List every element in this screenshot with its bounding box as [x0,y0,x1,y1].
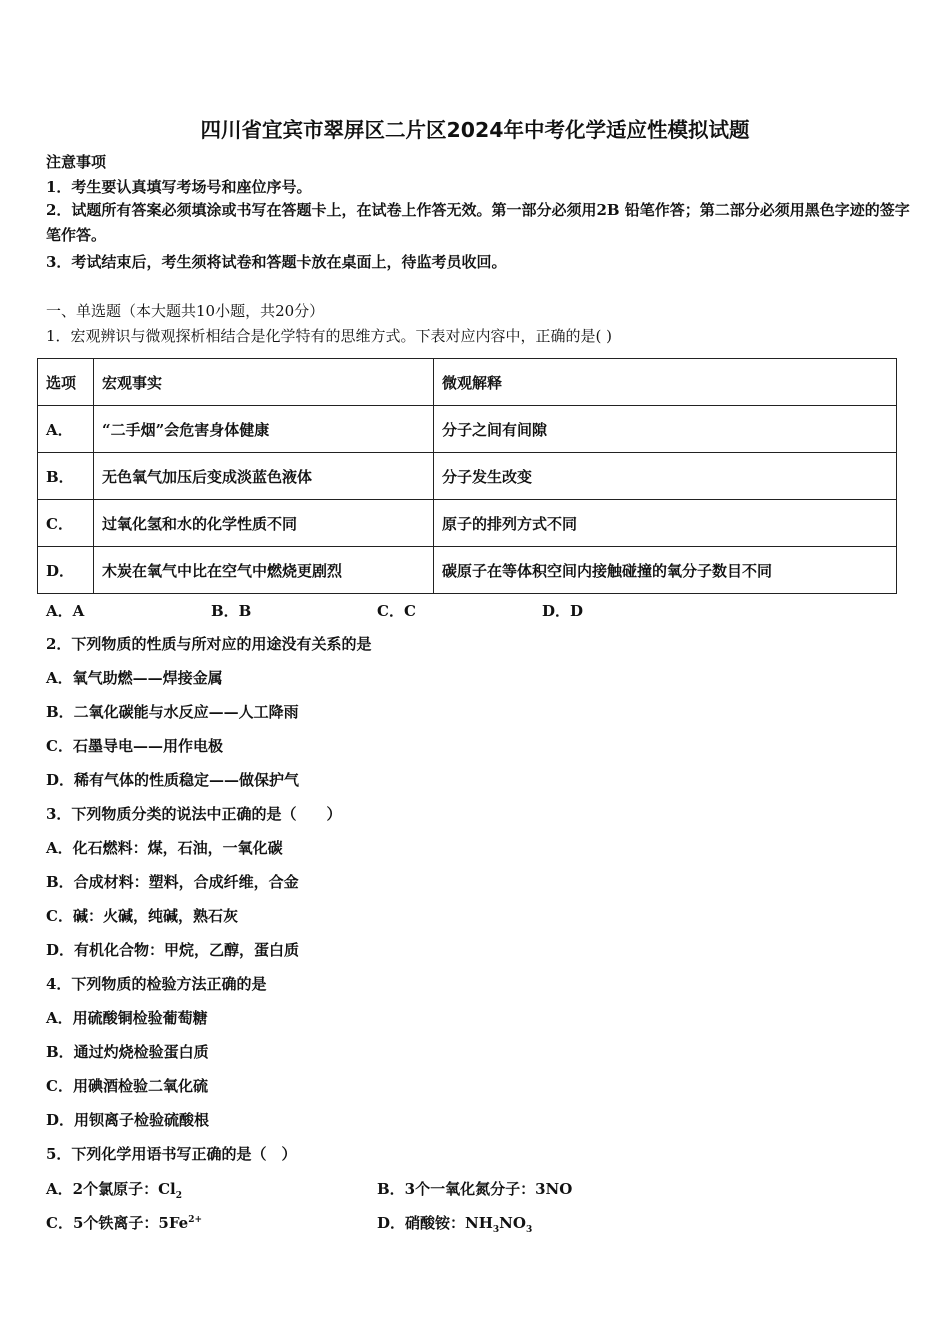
q3-option-d: D．有机化合物：甲烷，乙醇，蛋白质 [46,941,300,959]
table-cell: 宏观事实 [94,359,434,406]
table-row [38,406,897,453]
table-cell: “二手烟”会危害身体健康 [94,406,434,453]
q2-option-a: A．氧气助燃——焊接金属 [46,669,223,687]
q5-stem: 5．下列化学用语书写正确的是（ ） [46,1145,297,1163]
table-cell: 碳原子在等体积空间内接触碰撞的氧分子数目不同 [434,547,897,594]
notice-item-1: 1．考生要认真填写考场号和座位序号。 [46,178,312,196]
table-header-row [38,359,897,406]
q5-option-c-text: C．5个铁离子：5Fe [46,1214,189,1232]
table-cell: 选项 [38,359,94,406]
q5-option-c-superscript: 2+ [188,1215,202,1225]
notice-item-3: 3．考试结束后，考生须将试卷和答题卡放在桌面上，待监考员收回。 [46,253,507,271]
table-cell: 分子发生改变 [434,453,897,500]
notice-item-2: 2．试题所有答案必须填涂或书写在答题卡上，在试卷上作答无效。第一部分必须用2B 铅笔作答；第二部分必须用黑色字迹的签字笔作答。 [46,201,910,244]
table-cell: D． [38,547,94,594]
table-row [38,547,897,594]
q4-option-d: D．用钡离子检验硫酸根 [46,1111,210,1129]
q3-option-b: B．合成材料：塑料，合成纤维，合金 [46,873,299,891]
q5-option-d [377,1212,532,1235]
q1-stem: 1．宏观辨识与微观探析相结合是化学特有的思维方式。下表对应内容中，正确的是( ) [46,327,613,345]
q5-option-d-prefix: D．硝酸铵：NH [377,1214,493,1232]
q1-option-a: A．A [46,602,85,620]
table-cell: 无色氧气加压后变成淡蓝色液体 [94,453,434,500]
table-cell: 木炭在氧气中比在空气中燃烧更剧烈 [94,547,434,594]
table-row [38,500,897,547]
q1-option-c: C．C [377,602,416,620]
section-heading: 一、单选题（本大题共10小题，共20分） [46,302,325,320]
q3-option-c: C．碱：火碱，纯碱，熟石灰 [46,907,238,925]
q2-option-c: C．石墨导电——用作电极 [46,737,223,755]
q5-option-d-sub2: 3 [525,1225,533,1235]
table-cell: 分子之间有间隙 [434,406,897,453]
q5-option-d-mid: NO [499,1214,526,1232]
table-cell: C． [38,500,94,547]
table-cell: 过氧化氢和水的化学性质不同 [94,500,434,547]
table-cell: A． [38,406,94,453]
q5-option-d-sub1: 3 [492,1225,500,1235]
q2-option-b: B．二氧化碳能与水反应——人工降雨 [46,703,299,721]
q4-option-c: C．用碘酒检验二氧化硫 [46,1077,208,1095]
q2-option-d: D．稀有气体的性质稳定——做保护气 [46,771,300,789]
q3-option-a: A．化石燃料：煤，石油，一氧化碳 [46,839,283,857]
q4-option-b: B．通过灼烧检验蛋白质 [46,1043,209,1061]
notice-heading: 注意事项 [46,153,107,171]
table-row [38,453,897,500]
table-cell: 原子的排列方式不同 [434,500,897,547]
q4-stem: 4．下列物质的检验方法正确的是 [46,975,267,993]
q1-option-b: B．B [211,602,252,620]
q4-option-a: A．用硫酸铜检验葡萄糖 [46,1009,208,1027]
q5-option-a [46,1178,182,1201]
q5-option-a-text: A．2个氯原子：Cl [46,1180,176,1198]
q1-option-d: D．D [542,602,584,620]
table-cell: 微观解释 [434,359,897,406]
table-cell: B． [38,453,94,500]
q5-option-b: B．3个一氧化氮分子：3NO [377,1180,573,1198]
page-title: 四川省宜宾市翠屏区二片区2024年中考化学适应性模拟试题 [200,118,750,142]
q5-option-a-subscript: 2 [175,1191,182,1201]
q5-option-c [46,1212,202,1233]
q2-stem: 2．下列物质的性质与所对应的用途没有关系的是 [46,635,372,653]
q1-table [37,358,897,594]
q3-stem: 3．下列物质分类的说法中正确的是（ ） [46,805,342,823]
